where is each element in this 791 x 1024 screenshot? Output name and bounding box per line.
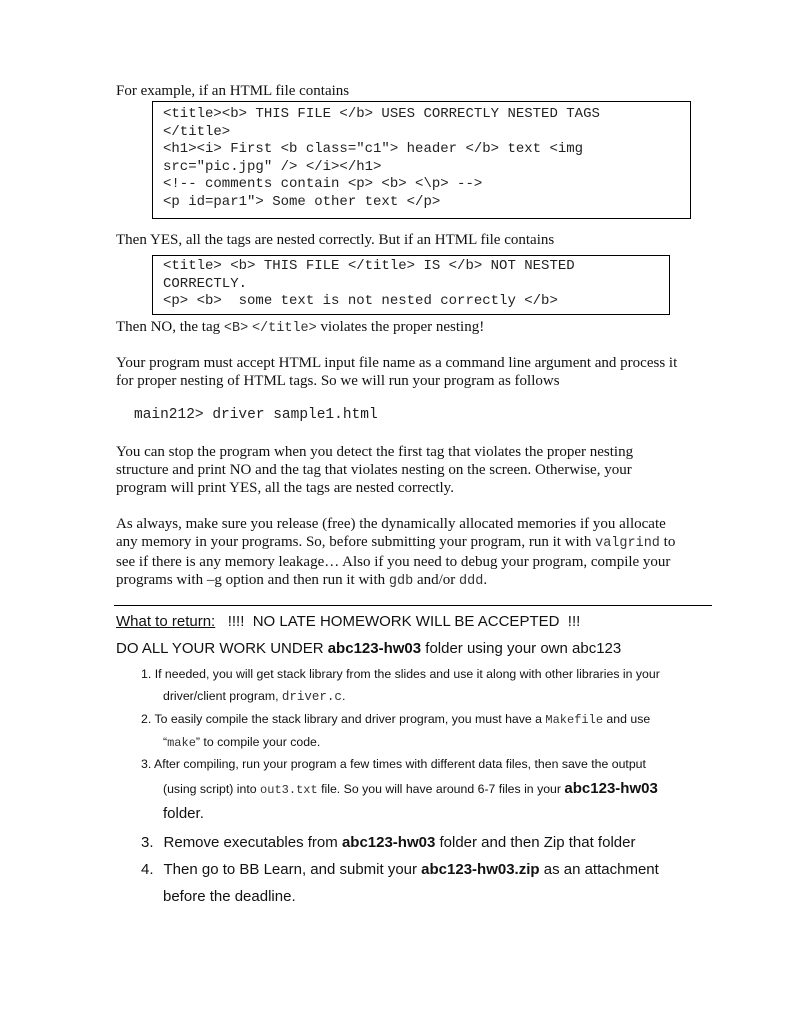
code-line: </title> [163,123,231,140]
valgrind-code: valgrind [595,536,660,551]
folder-name: abc123-hw03 [564,780,658,797]
text: Remove executables from [163,834,342,851]
then-no-suffix: violates the proper nesting! [316,319,485,335]
command-line-example: main212> driver sample1.html [134,407,378,423]
code-line: <p id=par1"> Some other text </p> [163,193,441,210]
driver-c-code: driver.c [281,690,342,704]
then-no-text: Then NO, the tag [116,319,224,335]
violating-tag-open: <B> [223,321,249,336]
code-line: <title> <b> THIS FILE </title> IS </b> NOT NESTED [163,258,575,274]
text: If needed, you will get stack library from the slides and use it along with other libraries in your [154,667,660,681]
code-box-incorrect [152,255,670,315]
list-item-continuation [163,685,345,708]
program-paragraph [116,354,677,390]
ddd-code: ddd [459,574,484,589]
what-to-return-heading [116,613,580,630]
paragraph-line: see if there is any memory leakage… Also if you need to debug your program, compile your [116,554,671,570]
code-line: <p> <b> some text is not nested correctly </b> [163,293,558,309]
code-line: <!-- comments contain <p> <b> <\p> --> [163,176,483,192]
text: driver/client program, [163,689,282,703]
item-number: 3. [141,757,152,771]
item-number: 4. [141,861,154,878]
text: and/or [413,572,460,588]
paragraph-line: You can stop the program when you detect the first tag that violates the proper nesting [116,444,634,460]
list-item [141,834,635,851]
paragraph-line: Your program must accept HTML input file name as a command line argument and process it [116,355,678,371]
list-item [141,861,659,878]
list-item [141,708,650,731]
code-line: <h1><i> First <b class="c1"> header </b> text <img [163,141,584,157]
text: . [341,689,346,703]
out3-txt-code: out3.txt [260,783,318,797]
code-line: <title><b> THIS FILE </b> USES CORRECTLY NESTED TAGS [163,106,600,122]
late-homework-notice: !!!! NO LATE HOMEWORK WILL BE ACCEPTED !!! [215,613,581,630]
do-all-line [116,640,621,657]
paragraph-line: structure and print NO and the tag that violates nesting on the screen. Otherwise, your [116,462,632,478]
paragraph-line: program will print YES, all the tags are nested correctly. [116,480,454,496]
text: file. So you will have around 6-7 files in your [317,782,565,796]
paragraph-line [116,533,675,553]
list-item-continuation [163,778,658,801]
code-line: CORRECTLY. [163,275,248,292]
gdb-code: gdb [388,574,414,589]
text: to [659,534,676,550]
list-item-continuation: before the deadline. [163,888,296,905]
text: After compiling, run your program a few times with different data files, then save the output [154,757,646,771]
list-item [141,663,660,685]
paragraph-line: As always, make sure you release (free) the dynamically allocated memories if you allocate [116,516,666,532]
code-box-correct [152,101,691,219]
text: folder and then Zip that folder [435,834,636,851]
then-no-line [116,318,484,338]
paragraph-line [116,571,675,591]
memory-paragraph [116,515,675,591]
section-divider [114,605,712,606]
violating-tag-close: </title> [251,321,317,336]
list-item-continuation [163,731,320,754]
list-item-continuation: folder. [163,805,204,822]
item-number: 1. [141,667,152,681]
zip-file-name: abc123-hw03.zip [421,861,540,878]
text: as an attachment [539,861,659,878]
text: Then go to BB Learn, and submit your [163,861,422,878]
text: and use [603,712,651,726]
text: DO ALL YOUR WORK UNDER [116,640,328,657]
make-code: make [167,736,196,750]
text: folder using your own abc123 [421,640,622,657]
list-item [141,753,646,775]
item-number: 3. [141,834,154,851]
paragraph-line: for proper nesting of HTML tags. So we will run your program as follows [116,373,560,389]
makefile-code: Makefile [545,713,604,727]
stop-paragraph [116,443,633,497]
code-line: src="pic.jpg" /> </i></h1> [163,158,382,175]
what-to-return-label: What to return: [116,613,216,630]
text: programs with –g option and then run it with [116,572,389,588]
text: ” to compile your code. [195,735,321,749]
intro-line: For example, if an HTML file contains [116,83,350,99]
text: any memory in your programs. So, before submitting your program, run it with [116,534,596,550]
text: “ [163,735,168,749]
text: (using script) into [163,782,261,796]
text: . [483,572,488,588]
folder-name: abc123-hw03 [341,834,436,851]
item-number: 2. [141,712,152,726]
text: To easily compile the stack library and driver program, you must have a [154,712,546,726]
then-yes-line: Then YES, all the tags are nested correctly. But if an HTML file contains [116,232,555,248]
folder-name: abc123-hw03 [327,640,422,657]
